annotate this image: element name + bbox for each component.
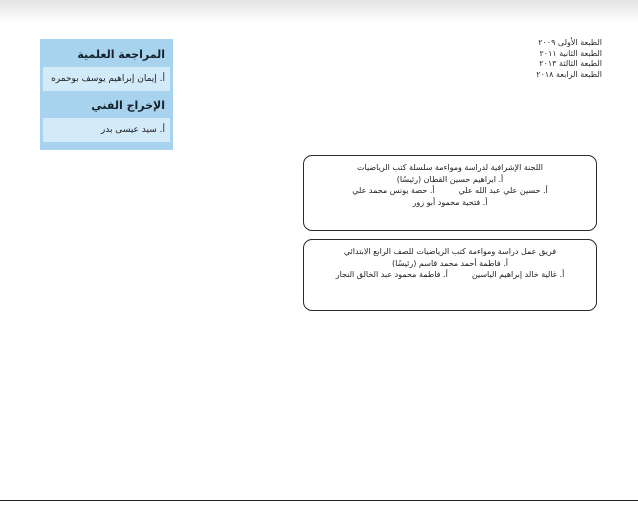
- working-team-chair: أ. فاطمة أحمد محمد قاسم (رئيسًا): [392, 258, 508, 268]
- editions-list: [520, 38, 602, 80]
- supervisory-committee-box: [303, 155, 597, 231]
- working-team-member: أ. غالية خالد إبراهيم الياسين: [471, 270, 565, 279]
- top-bar: [0, 0, 638, 22]
- edition-first: الطبعة الأولى ٢٠٠٩: [538, 38, 602, 47]
- scientific-review-title: المراجعة العلمية: [77, 48, 165, 61]
- supervisory-committee-member: أ. فتحية محمود أبو زور: [412, 197, 488, 207]
- working-team-members-row: [304, 269, 596, 281]
- supervisory-committee-members-row: [304, 185, 596, 197]
- bottom-rule: [0, 500, 638, 501]
- credits-panel: [40, 39, 173, 150]
- edition-third: الطبعة الثالثة ٢٠١٣: [539, 59, 602, 68]
- working-team-title: فريق عمل دراسة ومواءمة كتب الرياضيات للصف الرابع الابتدائي: [343, 247, 557, 256]
- art-direction-title: الإخراج الفني: [91, 99, 165, 112]
- scientific-review-name: أ. إيمان إبراهيم يوسف بوحمره: [43, 67, 170, 91]
- supervisory-committee-title: اللجنة الإشرافية لدراسة ومواءمة سلسلة كتب الرياضيات: [356, 163, 544, 172]
- art-direction-name: أ. سيد عيسى بدر: [43, 118, 170, 142]
- edition-second: الطبعة الثانية ٢٠١١: [539, 48, 602, 58]
- supervisory-committee-chair: أ. ابراهيم حسين القطان (رئيسًا): [396, 174, 504, 184]
- supervisory-committee-member: أ. حصة يونس محمد علي: [352, 186, 435, 195]
- edition-fourth: الطبعة الرابعة ٢٠١٨: [536, 69, 602, 79]
- working-team-member: أ. فاطمة محمود عبد الخالق النجار: [335, 270, 448, 279]
- supervisory-committee-member: أ. حسين علي عبد الله علي: [458, 186, 548, 195]
- working-team-box: [303, 239, 597, 311]
